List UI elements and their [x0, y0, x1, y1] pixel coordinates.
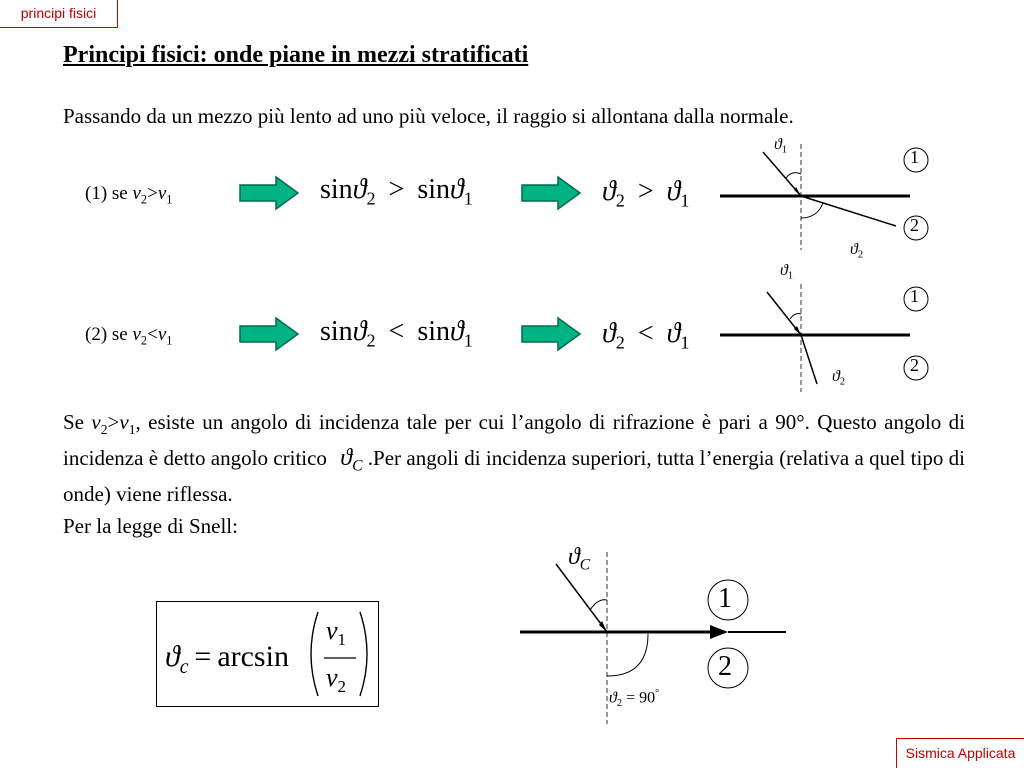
theta-symbol: ϑ [352, 174, 367, 205]
refraction-diagram-case-1 [720, 132, 940, 268]
theta-symbol: ϑ [602, 318, 616, 349]
sub-2: 2 [366, 188, 376, 209]
relation-operator: > [388, 174, 405, 205]
medium-1-label: 1 [910, 286, 919, 306]
sin-label: sin [417, 316, 451, 347]
intro-paragraph: Passando da un mezzo più lento ad uno più veloce, il raggio si allontana dalla normale. [63, 104, 794, 128]
fraction-denominator: $v_2$ [326, 663, 346, 696]
implies-arrow-icon [240, 177, 298, 209]
sub-2: 2 [615, 332, 625, 353]
refraction-diagram-case-2 [720, 272, 940, 400]
fraction-numerator: $v_1$ [326, 616, 346, 649]
snell-law-intro: Per la legge di Snell: [63, 514, 238, 538]
case-1-prefix: (1) se [85, 183, 133, 204]
case-2-v1-sub: 1 [166, 333, 173, 348]
theta-symbol: ϑ [352, 316, 367, 347]
theta-c-symbol: $ϑ_C$ [340, 444, 363, 475]
case-1-op: > [147, 183, 158, 204]
theta-symbol: ϑ [602, 176, 616, 207]
section-tag: principi fisici [0, 0, 118, 28]
sub-1: 1 [680, 332, 690, 353]
medium-2-label: 2 [910, 355, 919, 375]
theta-symbol: ϑ [666, 176, 681, 207]
sin-label: sin [320, 316, 353, 347]
sub-1: 1 [463, 188, 473, 209]
sub-1: 1 [680, 190, 690, 211]
theta2-equals-90-label: $ϑ_2 = 90^\circ$ [609, 688, 660, 709]
theta2-label: $ϑ_2$ [850, 241, 864, 261]
implies-arrow-icon [522, 177, 580, 209]
medium-1-label: 1 [718, 583, 732, 614]
sub-1: 1 [463, 330, 473, 351]
case-1-v1-sub: 1 [166, 192, 173, 207]
sub-2: 2 [615, 190, 625, 211]
sin-label: sin [417, 174, 451, 205]
medium-2-label: 2 [718, 651, 732, 682]
theta1-label: $ϑ_1$ [780, 262, 794, 282]
case-2-v1: v [157, 324, 167, 345]
theta-symbol: ϑ [666, 318, 681, 349]
case-2-v2-sub: 2 [140, 333, 148, 348]
case-1-v1: v [157, 183, 167, 204]
implies-arrow-icon [240, 318, 298, 350]
theta-symbol: ϑ [450, 174, 464, 205]
relation-operator: < [388, 316, 405, 347]
slide-title: Principi fisici: onde piane in mezzi stratificati [63, 42, 529, 68]
case-2-op: < [147, 324, 158, 345]
formula-lhs: $ϑ_c = \arcsin$ [165, 640, 289, 678]
theta1-label: $ϑ_1$ [774, 136, 788, 156]
medium-2-label: 2 [910, 215, 919, 235]
course-footer-tag: Sismica Applicata [896, 738, 1024, 768]
sub-2: 2 [366, 330, 376, 351]
relation-operator: < [637, 318, 654, 349]
case-2-prefix: (2) se [85, 324, 133, 345]
sin-label: sin [320, 174, 353, 205]
case-1-v2: v [132, 183, 141, 204]
case-1-v2-sub: 2 [140, 192, 148, 207]
medium-1-label: 1 [910, 147, 919, 167]
theta-symbol: ϑ [450, 316, 464, 347]
refracted-ray [801, 335, 817, 384]
implies-arrow-icon [522, 318, 580, 350]
theta-c-label: $ϑ_C$ [568, 544, 591, 574]
relation-operator: > [637, 176, 654, 207]
critical-angle-paragraph: Se $v_2>v_1$, esiste un angolo di incidenza tale per cui l’angolo di rifrazione è pari a 90°. Questo angolo di incidenza è detto angolo critico $ϑ_C$ .Per angoli di incidenza superiori, tutta l’energia (relativa a quel tipo di onde) viene riflessa. [63, 410, 965, 507]
refracted-ray [801, 196, 896, 226]
case-2-v2: v [132, 324, 141, 345]
theta2-label: $ϑ_2$ [832, 368, 846, 388]
